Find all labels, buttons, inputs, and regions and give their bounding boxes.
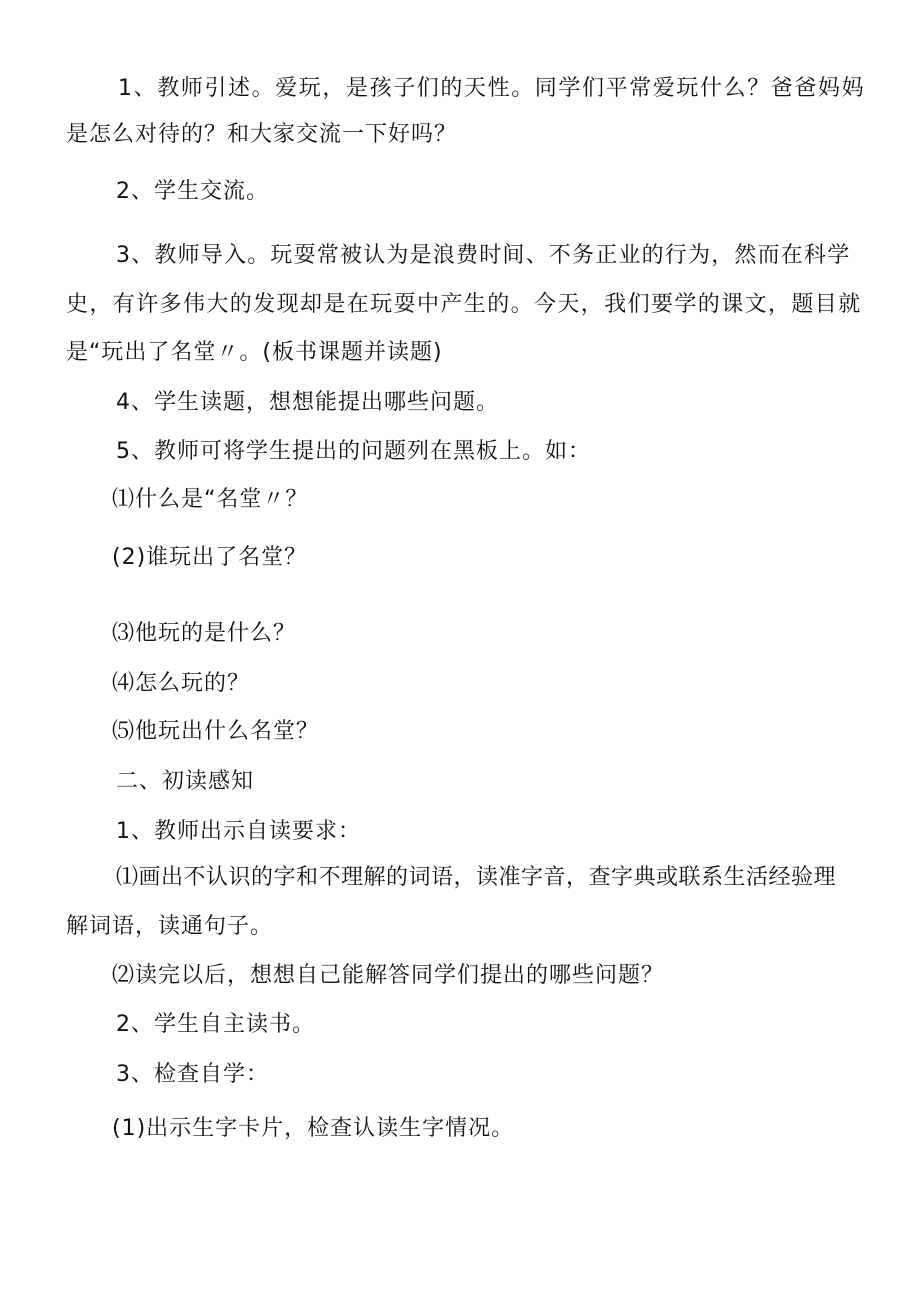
paragraph-line: 史，有许多伟大的发现却是在玩耍中产生的。今天，我们要学的课文，题目就 — [66, 292, 862, 317]
paragraph-line: 解词语，读通句子。 — [66, 914, 274, 939]
paragraph-line: 3、检查自学： — [116, 1062, 269, 1087]
paragraph-line: 1、教师出示自读要求： — [116, 819, 361, 844]
paragraph-line: 2、学生交流。 — [116, 179, 269, 204]
paragraph-line: 是怎么对待的？和大家交流一下好吗？ — [66, 122, 458, 147]
paragraph-line: 1、教师引述。爱玩，是孩子们的天性。同学们平常爱玩什么？爸爸妈妈 — [118, 76, 866, 101]
paragraph-line: 是“玩出了名堂〃。(板书课题并读题) — [66, 340, 443, 365]
paragraph-line: 3、教师导入。玩耍常被认为是浪费时间、不务正业的行为，然而在科学 — [116, 243, 851, 268]
list-item: (1)出示生字卡片，检查认读生字情况。 — [112, 1116, 515, 1141]
list-item: (2)谁玩出了名堂？ — [112, 545, 308, 570]
list-item: ⑴画出不认识的字和不理解的词语，读准字音，查字典或联系生活经验理 — [116, 865, 837, 890]
list-item: ⑷怎么玩的？ — [112, 671, 251, 696]
list-item: ⑶他玩的是什么？ — [112, 621, 297, 646]
list-item: ⑴什么是“名堂〃？ — [112, 487, 309, 512]
paragraph-line: 5、教师可将学生提出的问题列在黑板上。如： — [116, 439, 591, 464]
paragraph-line: 4、学生读题，想想能提出哪些问题。 — [116, 390, 499, 415]
section-heading: 二、初读感知 — [116, 769, 255, 794]
paragraph-line: 2、学生自主读书。 — [116, 1012, 315, 1037]
list-item: ⑸他玩出什么名堂？ — [112, 719, 320, 744]
list-item: ⑵读完以后，想想自己能解答同学们提出的哪些问题？ — [112, 963, 665, 988]
